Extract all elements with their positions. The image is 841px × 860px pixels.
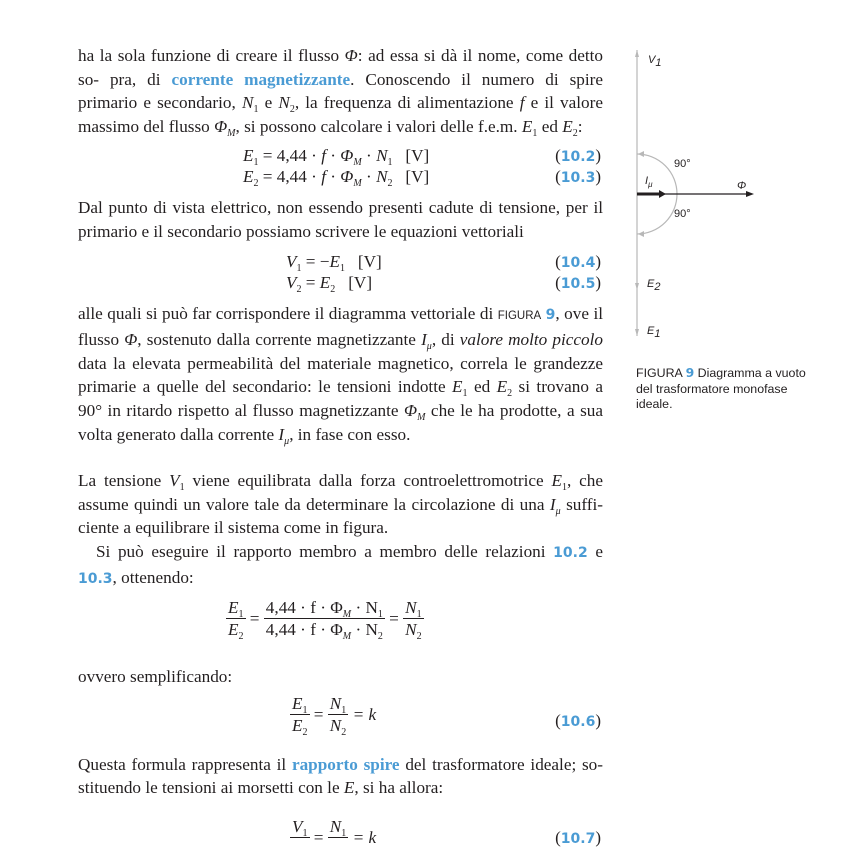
arrow-right-icon <box>659 190 666 198</box>
equation-number-10-5: (10.5) <box>555 272 601 292</box>
equation-ratio: $\frac{E_1}{E_2}$ = $\frac{4,44 \cdot f \cdot \Phi_M \cdot N_1}{4,44 \cdot f \cdot \Phi_M \cdot N_2}$ = $\frac{N_1}{N_2}$ <box>228 598 422 643</box>
equation-10-2: $E_1 = 4,44 \cdot f \cdot \Phi_M \cdot N_1$ [V] <box>243 146 430 169</box>
label-e1: E1 <box>647 325 661 340</box>
paragraph-2: Dal punto di vista elettrico, non essendo presenti cadute di tensione, per il primario e il secondario possiamo scrivere le equazioni vettoriali <box>78 198 603 241</box>
paragraph-1: ha la sola funzione di creare il flusso Φ: ad essa si dà il nome, come detto so- pra, di corrente magnetizzante. Conoscendo il numero di spire primario e secondario, $N_1$ e $N_2$, la frequenza di alimentazione f e il valore massimo del flusso $\Phi_M$, si possono calcolare i valori delle f.e.m. $E_1$ ed $E_2$: <box>78 46 603 139</box>
arc-arrow-icon <box>638 231 644 237</box>
paragraph-6: ovvero semplificando: <box>78 667 233 687</box>
arrow-up-icon <box>635 50 639 57</box>
equation-10-3: $E_2 = 4,44 \cdot f \cdot \Phi_M \cdot N_2$ [V] <box>243 167 430 190</box>
vector-diagram <box>600 40 820 360</box>
equation-number-10-7: (10.7) <box>555 827 601 847</box>
arrow-down-icon <box>635 283 639 290</box>
equation-number-10-6: (10.6) <box>555 710 601 730</box>
equation-10-4: $V_1 = -E_1$ [V] <box>286 251 382 274</box>
reference-10-2: 10.2 <box>553 544 588 561</box>
arrow-right-icon <box>746 191 754 197</box>
reference-10-3: 10.3 <box>78 570 113 587</box>
equation-number-10-4: (10.4) <box>555 251 601 271</box>
label-phi: Φ <box>737 180 747 192</box>
equation-10-2-10-3 <box>78 144 603 192</box>
paragraph-3: alle quali si può far corrispondere il diagramma vettoriale di FIGURA 9, ove il flusso Φ, sostenuto dalla corrente magnetizzante $I_\mu$, di valore molto piccolo data la elevata permeabilità del materiale magnetico, correla le grandezze primarie a quelle del secondario: le tensioni indotte $E_1$ ed $E_2$ si trovano a 90° in ritardo rispetto al flusso magnetizzante $\Phi_M$ che le ha prodotte, a sua volta generato dalla corrente $I_\mu$, in fase con esso. <box>78 303 604 447</box>
equation-10-4-10-5 <box>78 250 603 298</box>
paragraph-4: La tensione $V_1$ viene equilibrata dalla forza controelettromotrice $E_1$, che assume quindi un valore tale da determinare la circolazione di una $I_\mu$ suffi- ciente a equilibrare il sistema come in figura. <box>78 471 604 538</box>
arrow-down-icon <box>635 329 639 336</box>
label-angle-top: 90° <box>674 158 691 170</box>
label-angle-bottom: 90° <box>674 208 691 220</box>
equation-number-10-3: (10.3) <box>555 167 601 187</box>
paragraph-5: Si può eseguire il rapporto membro a membro delle relazioni 10.2 e 10.3, ottenendo: <box>78 541 603 587</box>
label-i-mu: $I_\mu$ <box>645 175 653 189</box>
paragraph-7: Questa formula rappresenta il rapporto spire del trasformatore ideale; so- stituendo le tensioni ai morsetti con le E, si ha allora: <box>78 754 603 798</box>
term-rapporto-spire: rapporto spire <box>291 754 400 774</box>
equation-10-7: $V_1$ = $N_1$ = k (10.7) <box>78 814 603 854</box>
arc-arrow-icon <box>638 151 644 157</box>
equation-10-6: $\frac{E_1}{E_2}$ = $\frac{N_1}{N_2}$ = k (10.6) <box>292 693 601 738</box>
equation-10-5: $V_2 = E_2$ [V] <box>286 272 373 295</box>
main-text-column <box>78 44 603 854</box>
figure-reference: FIGURA <box>497 309 542 322</box>
label-v1: V1 <box>648 54 662 69</box>
label-e2: E2 <box>647 278 661 293</box>
term-corrente-magnetizzante: corrente magnetizzante <box>171 69 351 89</box>
figure-caption: FIGURA 9 Diagramma a vuoto del trasformatore monofase ideale. <box>636 365 806 411</box>
equation-number-10-2: (10.2) <box>555 146 601 166</box>
